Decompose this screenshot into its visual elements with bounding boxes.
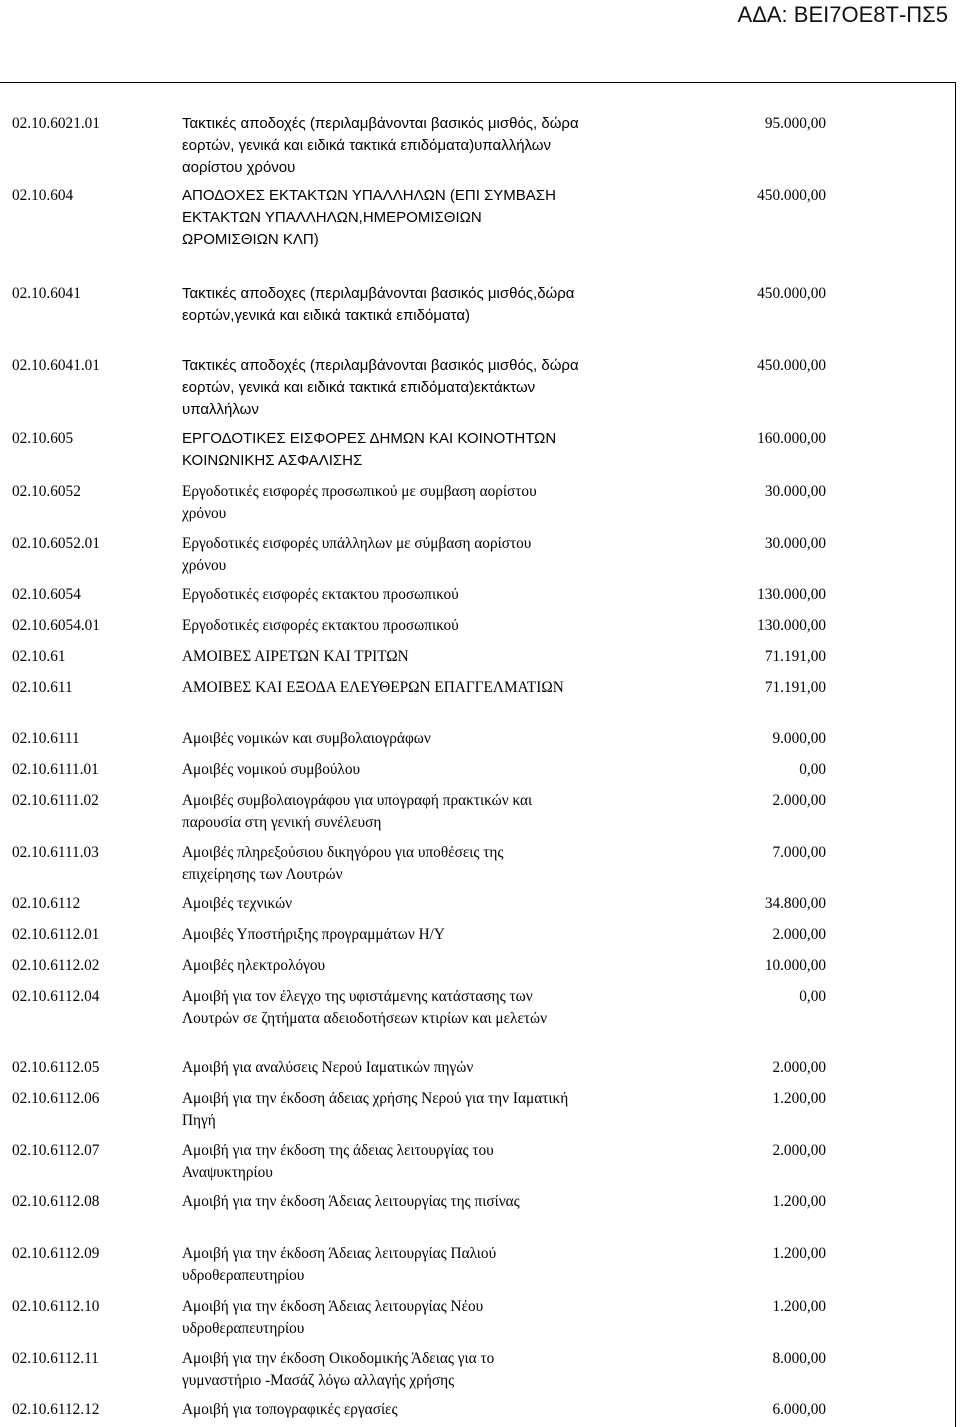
description-line: χρόνου xyxy=(182,557,227,574)
description-line: υπαλλήλων xyxy=(182,401,259,418)
amount-value: 2.000,00 xyxy=(772,1059,826,1076)
account-code: 02.10.6112.04 xyxy=(12,988,100,1005)
description-line: ΩΡΟΜΙΣΘΙΩΝ ΚΛΠ) xyxy=(182,231,319,248)
amount-value: 71.191,00 xyxy=(764,648,826,665)
account-description xyxy=(182,1399,398,1421)
description-line: ΑΜΟΙΒΕΣ ΚΑΙ ΕΞΟΔΑ ΕΛΕΥΘΕΡΩΝ ΕΠΑΓΓΕΛΜΑΤΙΩΝ xyxy=(182,679,564,696)
account-code: 02.10.611 xyxy=(12,679,73,696)
description-line: Αμοιβές συμβολαιογράφου για υπογραφή πρακτικών και xyxy=(182,792,533,809)
account-code: 02.10.6112.02 xyxy=(12,957,100,974)
account-code: 02.10.6111 xyxy=(12,730,80,747)
description-line: Αμοιβή για την έκδοση άδειας χρήσης Νερού για την Ιαματική xyxy=(182,1090,569,1107)
amount-value: 450.000,00 xyxy=(757,187,826,204)
account-code: 02.10.61 xyxy=(12,648,66,665)
account-description xyxy=(182,283,574,327)
account-code: 02.10.6054.01 xyxy=(12,617,100,634)
description-line: Αμοιβές Υποστήριξης προγραμμάτων Η/Υ xyxy=(182,926,445,943)
account-description xyxy=(182,986,547,1030)
description-line: Αμοιβή για την έκδοση Άδειας λειτουργίας Νέου xyxy=(182,1298,484,1315)
account-description xyxy=(182,1296,483,1340)
account-code: 02.10.6112.06 xyxy=(12,1090,100,1107)
description-line: Εργοδοτικές εισφορές υπάλληλων με σύμβαση αορίστου xyxy=(182,535,532,552)
amount-value: 0,00 xyxy=(799,761,826,778)
description-line: Πηγή xyxy=(182,1112,216,1129)
account-description xyxy=(182,955,325,977)
account-code: 02.10.6112.07 xyxy=(12,1142,100,1159)
description-line: ΑΜΟΙΒΕΣ ΑΙΡΕΤΩΝ ΚΑΙ ΤΡΙΤΩΝ xyxy=(182,648,409,665)
account-code: 02.10.6041.01 xyxy=(12,357,100,374)
description-line: Αμοιβή για την έκδοση Οικοδομικής Άδειας για το xyxy=(182,1350,495,1367)
amount-value: 450.000,00 xyxy=(757,285,826,302)
description-line: Αμοιβή για τοπογραφικές εργασίες xyxy=(182,1401,398,1418)
account-description xyxy=(182,1057,473,1079)
description-line: παρουσία στη γενική συνέλευση xyxy=(182,814,382,831)
description-line: εορτών, γενικά και ειδικά τακτικά επιδόματα)υπαλλήλων xyxy=(182,137,552,154)
account-code: 02.10.604 xyxy=(12,187,74,204)
account-code: 02.10.6111.01 xyxy=(12,761,99,778)
account-code: 02.10.6021.01 xyxy=(12,115,100,132)
account-code: 02.10.6112 xyxy=(12,895,81,912)
description-line: Αμοιβή για την έκδοση Άδειας λειτουργίας Παλιού xyxy=(182,1245,497,1262)
amount-value: 2.000,00 xyxy=(772,1142,826,1159)
description-line: Εργοδοτικές εισφορές εκτακτου προσωπικού xyxy=(182,586,459,603)
amount-value: 95.000,00 xyxy=(764,115,826,132)
account-code: 02.10.6112.11 xyxy=(12,1350,99,1367)
account-code: 02.10.6041 xyxy=(12,285,81,302)
description-line: Αμοιβές τεχνικών xyxy=(182,895,293,912)
amount-value: 8.000,00 xyxy=(772,1350,826,1367)
amount-value: 34.800,00 xyxy=(764,895,826,912)
amount-value: 1.200,00 xyxy=(772,1298,826,1315)
description-line: Τακτικές αποδοχές (περιλαμβάνονται βασικός μισθός, δώρα xyxy=(182,115,579,132)
description-line: Αμοιβή για τον έλεγχο της υφιστάμενης κατάστασης των xyxy=(182,988,533,1005)
account-description xyxy=(182,533,531,577)
amount-value: 71.191,00 xyxy=(764,679,826,696)
description-line: ΕΡΓΟΔΟΤΙΚΕΣ ΕΙΣΦΟΡΕΣ ΔΗΜΩΝ ΚΑΙ ΚΟΙΝΟΤΗΤΩΝ xyxy=(182,430,557,447)
account-description xyxy=(182,428,556,472)
account-code: 02.10.6054 xyxy=(12,586,81,603)
account-description xyxy=(182,1191,520,1213)
amount-value: 130.000,00 xyxy=(757,586,826,603)
amount-value: 160.000,00 xyxy=(757,430,826,447)
account-description xyxy=(182,1140,494,1184)
amount-value: 10.000,00 xyxy=(764,957,826,974)
description-line: Αμοιβή για την έκδοση της άδειας λειτουργίας του xyxy=(182,1142,494,1159)
account-description xyxy=(182,842,503,886)
amount-value: 1.200,00 xyxy=(772,1245,826,1262)
account-code: 02.10.605 xyxy=(12,430,74,447)
description-line: Τακτικές αποδοχες (περιλαμβάνονται βασικός μισθός,δώρα xyxy=(182,285,575,302)
description-line: Αμοιβή για την έκδοση Άδειας λειτουργίας της πισίνας xyxy=(182,1193,520,1210)
account-code: 02.10.6112.05 xyxy=(12,1059,100,1076)
account-description xyxy=(182,615,459,637)
account-description xyxy=(182,893,292,915)
description-line: ΚΟΙΝΩΝΙΚΗΣ ΑΣΦΑΛΙΣΗΣ xyxy=(182,452,363,469)
description-line: εορτών,γενικά και ειδικά τακτικά επιδόματα) xyxy=(182,307,471,324)
description-line: Λουτρών σε ζητήματα αδειοδοτήσεων κτιρίων και μελετών xyxy=(182,1010,548,1027)
description-line: Αμοιβές νομικών και συμβολαιογράφων xyxy=(182,730,431,747)
amount-value: 30.000,00 xyxy=(764,483,826,500)
description-line: γυμναστήριο -Μασάζ λόγω αλλαγής χρήσης xyxy=(182,1372,455,1389)
description-line: Αμοιβές ηλεκτρολόγου xyxy=(182,957,326,974)
account-description xyxy=(182,185,556,251)
account-code: 02.10.6112.08 xyxy=(12,1193,100,1210)
account-code: 02.10.6111.03 xyxy=(12,844,99,861)
description-line: χρόνου xyxy=(182,505,227,522)
amount-value: 450.000,00 xyxy=(757,357,826,374)
account-description xyxy=(182,1348,494,1392)
account-code: 02.10.6112.12 xyxy=(12,1401,100,1418)
account-description xyxy=(182,1088,568,1132)
account-code: 02.10.6111.02 xyxy=(12,792,99,809)
document-code: ΑΔΑ: ΒΕΙ7ΟΕ8Τ-ΠΣ5 xyxy=(737,2,948,27)
amount-value: 7.000,00 xyxy=(772,844,826,861)
account-code: 02.10.6052.01 xyxy=(12,535,100,552)
amount-value: 9.000,00 xyxy=(772,730,826,747)
account-code: 02.10.6112.10 xyxy=(12,1298,100,1315)
description-line: Αναψυκτηρίου xyxy=(182,1164,273,1181)
account-description xyxy=(182,481,537,525)
account-description xyxy=(182,790,532,834)
account-description xyxy=(182,924,445,946)
account-code: 02.10.6112.09 xyxy=(12,1245,100,1262)
account-code: 02.10.6112.01 xyxy=(12,926,100,943)
description-line: αορίστου χρόνου xyxy=(182,159,296,176)
account-description xyxy=(182,677,564,699)
description-line: Εργοδοτικές εισφορές εκτακτου προσωπικού xyxy=(182,617,459,634)
description-line: ΕΚΤΑΚΤΩΝ ΥΠΑΛΛΗΛΩΝ,ΗΜΕΡΟΜΙΣΘΙΩΝ xyxy=(182,209,482,226)
description-line: ΑΠΟΔΟΧΕΣ ΕΚΤΑΚΤΩΝ ΥΠΑΛΛΗΛΩΝ (ΕΠΙ ΣΥΜΒΑΣΗ xyxy=(182,187,556,204)
description-line: υδροθεραπευτηρίου xyxy=(182,1267,305,1284)
account-description xyxy=(182,355,579,421)
description-line: Εργοδοτικές εισφορές προσωπικού με συμβαση αορίστου xyxy=(182,483,537,500)
amount-value: 2.000,00 xyxy=(772,926,826,943)
description-line: Αμοιβές νομικού συμβούλου xyxy=(182,761,361,778)
description-line: Αμοιβή για αναλύσεις Νερού Ιαματικών πηγών xyxy=(182,1059,474,1076)
description-line: Τακτικές αποδοχές (περιλαμβάνονται βασικός μισθός, δώρα xyxy=(182,357,579,374)
description-line: εορτών, γενικά και ειδικά τακτικά επιδόματα)εκτάκτων xyxy=(182,379,536,396)
amount-value: 6.000,00 xyxy=(772,1401,826,1418)
account-description xyxy=(182,113,579,179)
amount-value: 1.200,00 xyxy=(772,1193,826,1210)
account-description xyxy=(182,646,409,668)
amount-value: 2.000,00 xyxy=(772,792,826,809)
amount-value: 130.000,00 xyxy=(757,617,826,634)
amount-value: 0,00 xyxy=(799,988,826,1005)
description-line: Αμοιβές πληρεξούσιου δικηγόρου για υποθέσεις της xyxy=(182,844,504,861)
account-description xyxy=(182,728,431,750)
amount-value: 1.200,00 xyxy=(772,1090,826,1107)
description-line: υδροθεραπευτηρίου xyxy=(182,1320,305,1337)
account-code: 02.10.6052 xyxy=(12,483,81,500)
description-line: επιχείρησης των Λουτρών xyxy=(182,866,343,883)
account-description xyxy=(182,1243,496,1287)
account-description xyxy=(182,584,459,606)
amount-value: 30.000,00 xyxy=(764,535,826,552)
account-description xyxy=(182,759,360,781)
